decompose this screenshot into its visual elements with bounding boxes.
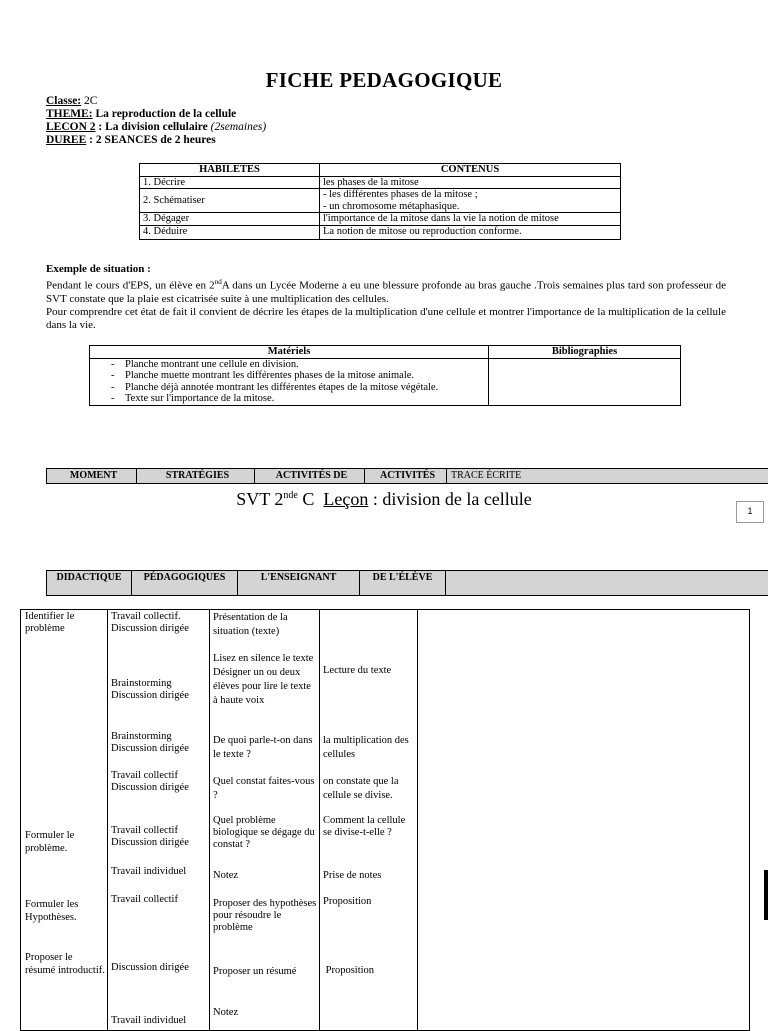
list-item: - Planche montrant une cellule en division. — [93, 359, 485, 371]
enseignant-cell: Proposer un résumé — [213, 966, 297, 977]
situation-p1-b: A dans un Lycée Moderne a eu une blessure profonde au bras gauche .Trois semaines plus tard son professeur de SVT constate que la plaie est cicatrisée suite à une multiplication des cellules. — [46, 279, 726, 305]
col-header-enseignant: L'ENSEIGNANT — [238, 571, 360, 595]
situation-label: Exemple de situation : — [46, 263, 151, 275]
enseignant-cell: De quoi parle-t-on dans le texte ? — [213, 735, 313, 760]
eleve-cell: Comment la cellule se divise-t-elle ? — [323, 815, 406, 838]
strategie-cell: Travail individuel — [111, 1015, 187, 1026]
table-row — [140, 213, 621, 226]
col-header-activites: ACTIVITÉS — [365, 469, 447, 483]
strategie-cell: Brainstorming Discussion dirigée — [111, 731, 189, 754]
strategie-cell: Travail collectif. Discussion dirigée — [111, 611, 189, 634]
eleve-cell: Lecture du texte — [323, 665, 392, 676]
list-item: - Planche déjà annotée montrant les différentes étapes de la mitose végétale. — [93, 382, 485, 394]
strategie-cell: Travail collectif — [111, 894, 178, 905]
habiletes-header: HABILETES — [140, 164, 320, 177]
eleve-cell: Prise de notes — [323, 870, 382, 881]
lesson-heading-rest: : division de la cellule — [368, 489, 532, 509]
lecon-value: : La division cellulaire — [95, 121, 211, 133]
column-divider — [209, 610, 210, 1030]
duree-line — [46, 134, 216, 147]
col-header-activites-de: ACTIVITÉS DE — [255, 469, 365, 483]
enseignant-cell: Proposer des hypothèses pour résoudre le problème — [213, 898, 317, 933]
strategie-cell: Discussion dirigée — [111, 962, 189, 973]
classe-line — [46, 95, 97, 108]
column-divider — [417, 610, 418, 1030]
column-divider — [319, 610, 320, 1030]
materiels-list-cell — [90, 358, 489, 405]
column-divider — [107, 610, 108, 1030]
list-item: - Texte sur l'importance de la mitose. — [93, 393, 485, 405]
situation-p1-sup: nd — [214, 278, 222, 286]
contenu-cell — [320, 189, 621, 213]
col-header-empty — [446, 571, 768, 595]
lesson-heading — [0, 489, 768, 510]
situation-text — [46, 276, 726, 332]
moment-cell: Identifier le problème — [25, 611, 75, 634]
theme-line — [46, 108, 236, 121]
col-header-eleve: DE L'ÉLÈVE — [360, 571, 446, 595]
contenu-cell: l'importance de la mitose dans la vie la notion de mitose — [320, 213, 621, 226]
classe-value: 2C — [81, 95, 98, 107]
moment-cell: Formuler les Hypothèses. — [25, 899, 79, 923]
strategie-cell: Travail collectif Discussion dirigée — [111, 825, 189, 848]
materiels-header: Matériels — [90, 346, 489, 359]
scroll-marker — [764, 870, 768, 920]
col-header-pedagogiques: PÉDAGOGIQUES — [132, 571, 238, 595]
moment-cell: Proposer le résumé introductif. — [25, 952, 105, 976]
eleve-cell: la multiplication des cellules — [323, 735, 409, 760]
table-row — [140, 189, 621, 213]
duree-value: : 2 SEANCES de 2 heures — [86, 134, 216, 146]
materiels-table — [89, 345, 681, 406]
enseignant-cell: Quel problème biologique se dégage du constat ? — [213, 815, 315, 850]
enseignant-cell: Présentation de la situation (texte) — [213, 612, 288, 637]
contenu-cell: La notion de mitose ou reproduction conforme. — [320, 225, 621, 239]
bibliographies-cell — [489, 358, 681, 405]
col-header-strategies: STRATÉGIES — [137, 469, 255, 483]
page-title: FICHE PEDAGOGIQUE — [265, 68, 503, 92]
habiletes-table — [139, 163, 621, 240]
col-header-moment: MOMENT — [47, 469, 137, 483]
strategie-cell: Travail individuel — [111, 866, 187, 877]
table-row — [140, 225, 621, 239]
lecon-note: (2semaines) — [210, 121, 267, 133]
theme-value: La reproduction de la cellule — [92, 108, 237, 120]
lesson-heading-sup: nde — [283, 490, 298, 501]
lecon-label: LECON 2 — [46, 121, 96, 133]
enseignant-cell: Quel constat faites-vous ? — [213, 776, 315, 801]
table-row — [140, 176, 621, 189]
habilete-cell: 4. Déduire — [140, 225, 320, 239]
enseignant-cell: Lisez en silence le texte Désigner un ou deux élèves pour lire le texte à haute voix — [213, 653, 314, 706]
enseignant-cell: Notez — [213, 1007, 239, 1018]
bibliographies-header: Bibliographies — [489, 346, 681, 359]
lesson-header-bar-bottom — [46, 570, 768, 596]
contenus-header: CONTENUS — [320, 164, 621, 177]
classe-label: Classe: — [46, 95, 82, 107]
situation-p1-a: Pendant le cours d'EPS, un élève en 2 — [46, 279, 215, 292]
list-item: - Planche muette montrant les différentes phases de la mitose animale. — [93, 370, 485, 382]
duree-label: DUREE — [46, 134, 87, 146]
habilete-cell: 1. Décrire — [140, 176, 320, 189]
contenu-line: - les différentes phases de la mitose ; — [323, 189, 478, 200]
situation-p2: Pour comprendre cet état de fait il convient de décrire les étapes de la multiplication d'une cellule et montrer l'importance de la multiplication de la cellule dans la vie. — [46, 305, 726, 331]
page-number-icon: 1 — [736, 501, 764, 523]
col-header-trace-ecrite: TRACE ÉCRITE — [451, 470, 522, 481]
eleve-cell: on constate que la cellule se divise. — [323, 776, 399, 801]
strategie-cell: Travail collectif Discussion dirigée — [111, 770, 189, 793]
contenu-cell: les phases de la mitose — [320, 176, 621, 189]
habilete-cell: 3. Dégager — [140, 213, 320, 226]
theme-label: THEME: — [46, 108, 93, 120]
lesson-heading-lecon: Leçon — [323, 489, 369, 509]
materiels-list — [93, 359, 485, 405]
habilete-cell: 2. Schématiser — [140, 189, 320, 213]
eleve-cell: Proposition — [323, 965, 375, 976]
moment-cell: Formuler le problème. — [25, 830, 75, 854]
lesson-table — [20, 609, 750, 1031]
lesson-heading-prefix: SVT 2 — [236, 489, 284, 509]
col-header-didactique: DIDACTIQUE — [47, 571, 132, 595]
lecon-line — [46, 121, 266, 134]
contenu-line: - un chromosome métaphasique. — [323, 200, 460, 212]
strategie-cell: Brainstorming Discussion dirigée — [111, 678, 189, 701]
lesson-heading-class: C — [297, 489, 324, 509]
enseignant-cell: Notez — [213, 870, 239, 881]
lesson-header-bar-top — [46, 468, 768, 484]
eleve-cell: Proposition — [323, 896, 372, 907]
